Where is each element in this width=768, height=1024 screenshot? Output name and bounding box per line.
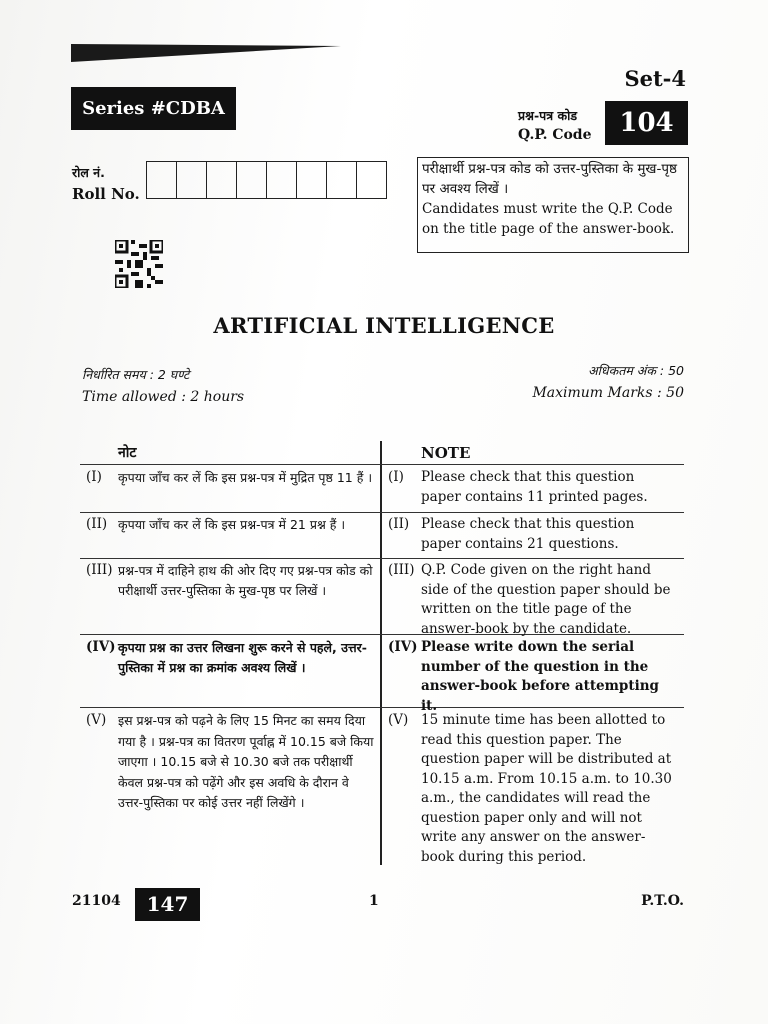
qp-code-label-hindi: प्रश्न-पत्र कोड (518, 108, 578, 123)
time-allowed-hindi: निर्धारित समय : 2 घण्टे (82, 367, 190, 382)
roll-digit-box[interactable] (177, 162, 207, 198)
please-turn-over: P.T.O. (641, 893, 684, 909)
roll-digit-box[interactable] (147, 162, 177, 198)
roll-number-label (72, 163, 140, 205)
table-rule (80, 512, 684, 513)
note-text-hindi: कृपया प्रश्न का उत्तर लिखना शुरू करने से पहले, उत्तर-पुस्तिका में प्रश्न का क्रमांक अवश्य लिखें । (118, 640, 367, 675)
note-text-english: Please check that this question paper contains 21 questions. (421, 516, 635, 552)
note-number: (II) (86, 516, 108, 532)
qp-code-label (518, 106, 592, 145)
note-text-english: Q.P. Code given on the right hand side of the question paper should be written on the title page of the answer-book by the candidate. (421, 562, 671, 637)
note-number: (IV) (86, 639, 116, 655)
maximum-marks (532, 361, 684, 406)
max-marks-hindi: अधिकतम अंक : 50 (588, 363, 684, 378)
time-allowed (82, 365, 244, 410)
note-number: (IV) (388, 639, 418, 655)
table-rule (80, 558, 684, 559)
set-number: Set-4 (624, 66, 686, 91)
note-text-hindi: कृपया जाँच कर लें कि इस प्रश्न-पत्र में 21 प्रश्न हैं । (118, 517, 346, 532)
roll-label-english: Roll No. (72, 184, 140, 203)
table-rule (80, 464, 684, 465)
note-number: (III) (86, 562, 113, 578)
candidate-note-english: Candidates must write the Q.P. Code on the title page of the answer-book. (422, 201, 675, 237)
note-text-english: Please check that this question paper contains 11 printed pages. (421, 469, 648, 505)
notes-column-divider (380, 441, 382, 865)
footer-code-box: 147 (135, 888, 200, 921)
time-allowed-english: Time allowed : 2 hours (82, 388, 245, 405)
roll-number-boxes[interactable] (146, 161, 387, 199)
note-number: (I) (86, 469, 102, 485)
note-text-english: 15 minute time has been allotted to read this question paper. The question paper will be distributed at 10.15 a.m. From 10.15 a.m. to 10.30 a.m., the candidates will read the question paper only and will not write any answer on the answer-book during this period. (421, 712, 672, 865)
roll-digit-box[interactable] (267, 162, 297, 198)
notes-heading-hindi: नोट (118, 445, 137, 461)
note-number: (III) (388, 562, 415, 578)
candidate-instruction-box (417, 157, 689, 253)
note-text-hindi: प्रश्न-पत्र में दाहिने हाथ की ओर दिए गए प्रश्न-पत्र कोड को परीक्षार्थी उत्तर-पुस्तिका के मुख-पृष्ठ पर लिखें । (118, 563, 373, 598)
note-number: (V) (86, 712, 107, 728)
note-text-hindi: कृपया जाँच कर लें कि इस प्रश्न-पत्र में मुद्रित पृष्ठ 11 हैं । (118, 470, 373, 485)
roll-label-hindi: रोल नं. (72, 165, 105, 180)
roll-digit-box[interactable] (297, 162, 327, 198)
max-marks-english: Maximum Marks : 50 (532, 384, 684, 401)
subject-title: ARTIFICIAL INTELLIGENCE (213, 313, 555, 338)
footer-code: 21104 (72, 893, 121, 909)
page-number: 1 (369, 893, 379, 909)
note-number: (II) (388, 516, 410, 532)
header-decorative-bar (71, 44, 341, 62)
qp-code-label-english: Q.P. Code (518, 126, 592, 143)
qp-code-value: 104 (605, 101, 688, 145)
notes-heading-english: NOTE (421, 444, 471, 462)
candidate-note-hindi: परीक्षार्थी प्रश्न-पत्र कोड को उत्तर-पुस्तिका के मुख-पृष्ठ पर अवश्य लिखें । (422, 161, 677, 197)
roll-digit-box[interactable] (237, 162, 267, 198)
note-number: (V) (388, 712, 409, 728)
series-badge: Series #CDBA (71, 87, 236, 130)
roll-digit-box[interactable] (207, 162, 237, 198)
roll-digit-box[interactable] (357, 162, 386, 198)
note-text-hindi: इस प्रश्न-पत्र को पढ़ने के लिए 15 मिनट का समय दिया गया है । प्रश्न-पत्र का वितरण पूर्वाह्न में 10.15 बजे किया जाएगा । 10.15 बजे से 10.30 बजे तक परीक्षार्थी केवल प्रश्न-पत्र को पढ़ेंगे और इस अवधि के दौरान वे उत्तर-पुस्तिका पर कोई उत्तर नहीं लिखेंगे । (118, 713, 374, 810)
qr-code-icon (115, 240, 163, 288)
note-text-english: Please write down the serial number of the question in the answer-book before attempting it. (421, 639, 659, 714)
roll-digit-box[interactable] (327, 162, 357, 198)
note-number: (I) (388, 469, 404, 485)
